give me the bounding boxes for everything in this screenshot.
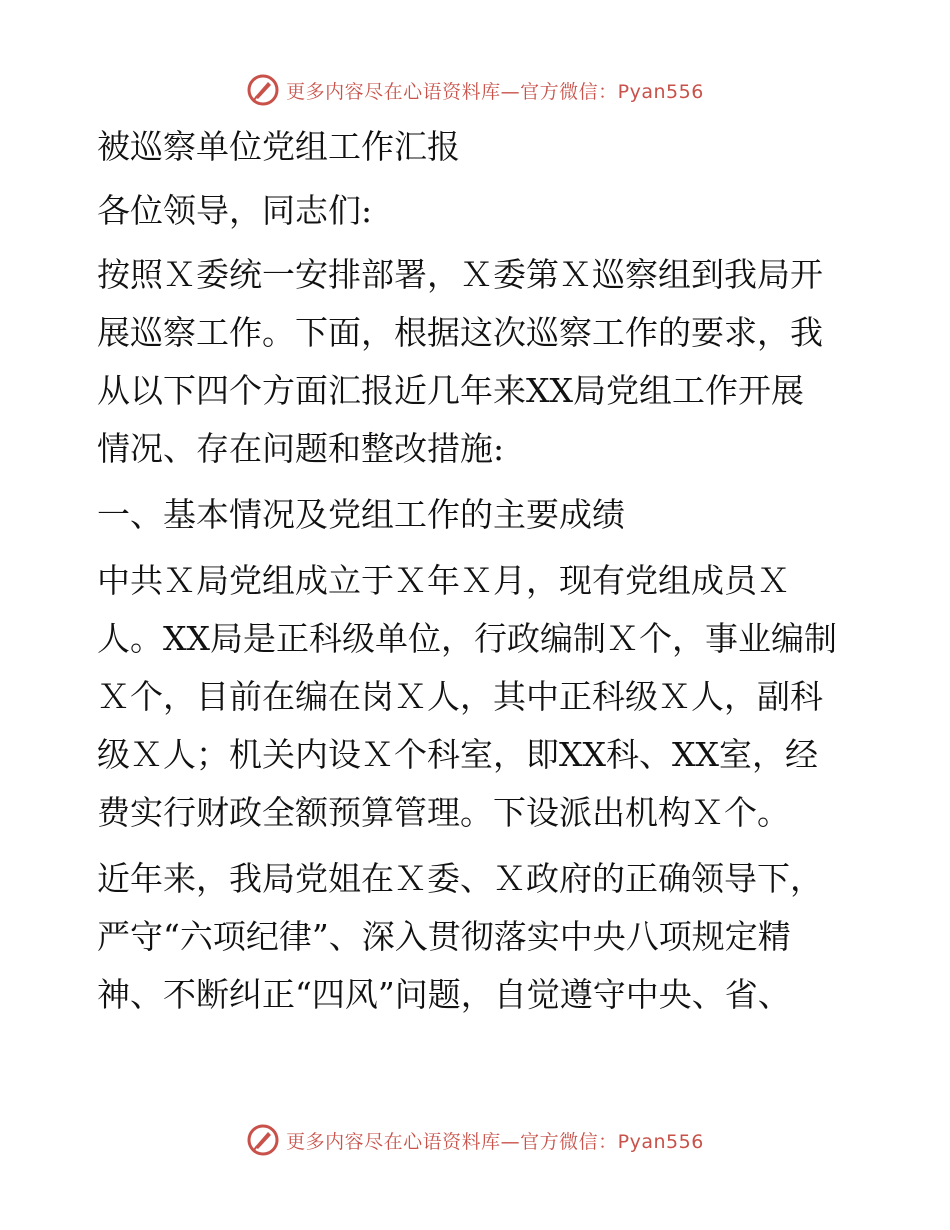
text-line: 从以下四个方面汇报近几年来XX局党组工作开展 <box>97 371 804 410</box>
watermark-header <box>0 70 950 110</box>
paragraph-basic-info <box>97 552 857 842</box>
quill-logo-icon <box>246 73 280 107</box>
paragraph-intro <box>97 246 857 478</box>
text-line: Ｘ个，目前在编在岗Ｘ人，其中正科级Ｘ人，副科 <box>97 677 823 716</box>
text-line: 按照Ｘ委统一安排部署，Ｘ委第Ｘ巡察组到我局开 <box>97 255 823 294</box>
quill-logo-icon <box>246 1123 280 1157</box>
text-line: 级Ｘ人；机关内设Ｘ个科室，即XX科、XX室，经 <box>97 735 818 774</box>
paragraph-recent-years <box>97 850 857 1024</box>
watermark-text: 更多内容尽在心语资料库—官方微信：Pyan556 <box>286 80 704 103</box>
text-line: 费实行财政全额预算管理。下设派出机构Ｘ个。 <box>97 793 790 832</box>
text-line: 近年来，我局党姐在Ｘ委、Ｘ政府的正确领导下， <box>97 859 823 898</box>
text-line: 中共Ｘ局党组成立于Ｘ年Ｘ月，现有党组成员Ｘ <box>97 561 790 600</box>
salutation: 各位领导，同志们: <box>97 191 373 230</box>
section-heading-1 <box>97 486 857 544</box>
watermark-text: 更多内容尽在心语资料库—官方微信：Pyan556 <box>286 1130 704 1153</box>
text-line: 展巡察工作。下面，根据这次巡察工作的要求，我 <box>97 313 823 352</box>
document-body <box>97 118 857 1032</box>
text-line: 人。XX局是正科级单位，行政编制Ｘ个，事业编制 <box>97 619 837 658</box>
section-heading: 一、基本情况及党组工作的主要成绩 <box>97 495 625 534</box>
watermark-footer <box>0 1120 950 1160</box>
document-title: 被巡察单位党组工作汇报 <box>97 127 460 166</box>
text-line: 神、不断纠正“四风”问题，自觉遵守中央、省、 <box>97 975 791 1014</box>
text-line: 严守“六项纪律”、深入贯彻落实中央八项规定精 <box>97 917 791 956</box>
text-line: 情况、存在问题和整改措施: <box>97 429 505 468</box>
